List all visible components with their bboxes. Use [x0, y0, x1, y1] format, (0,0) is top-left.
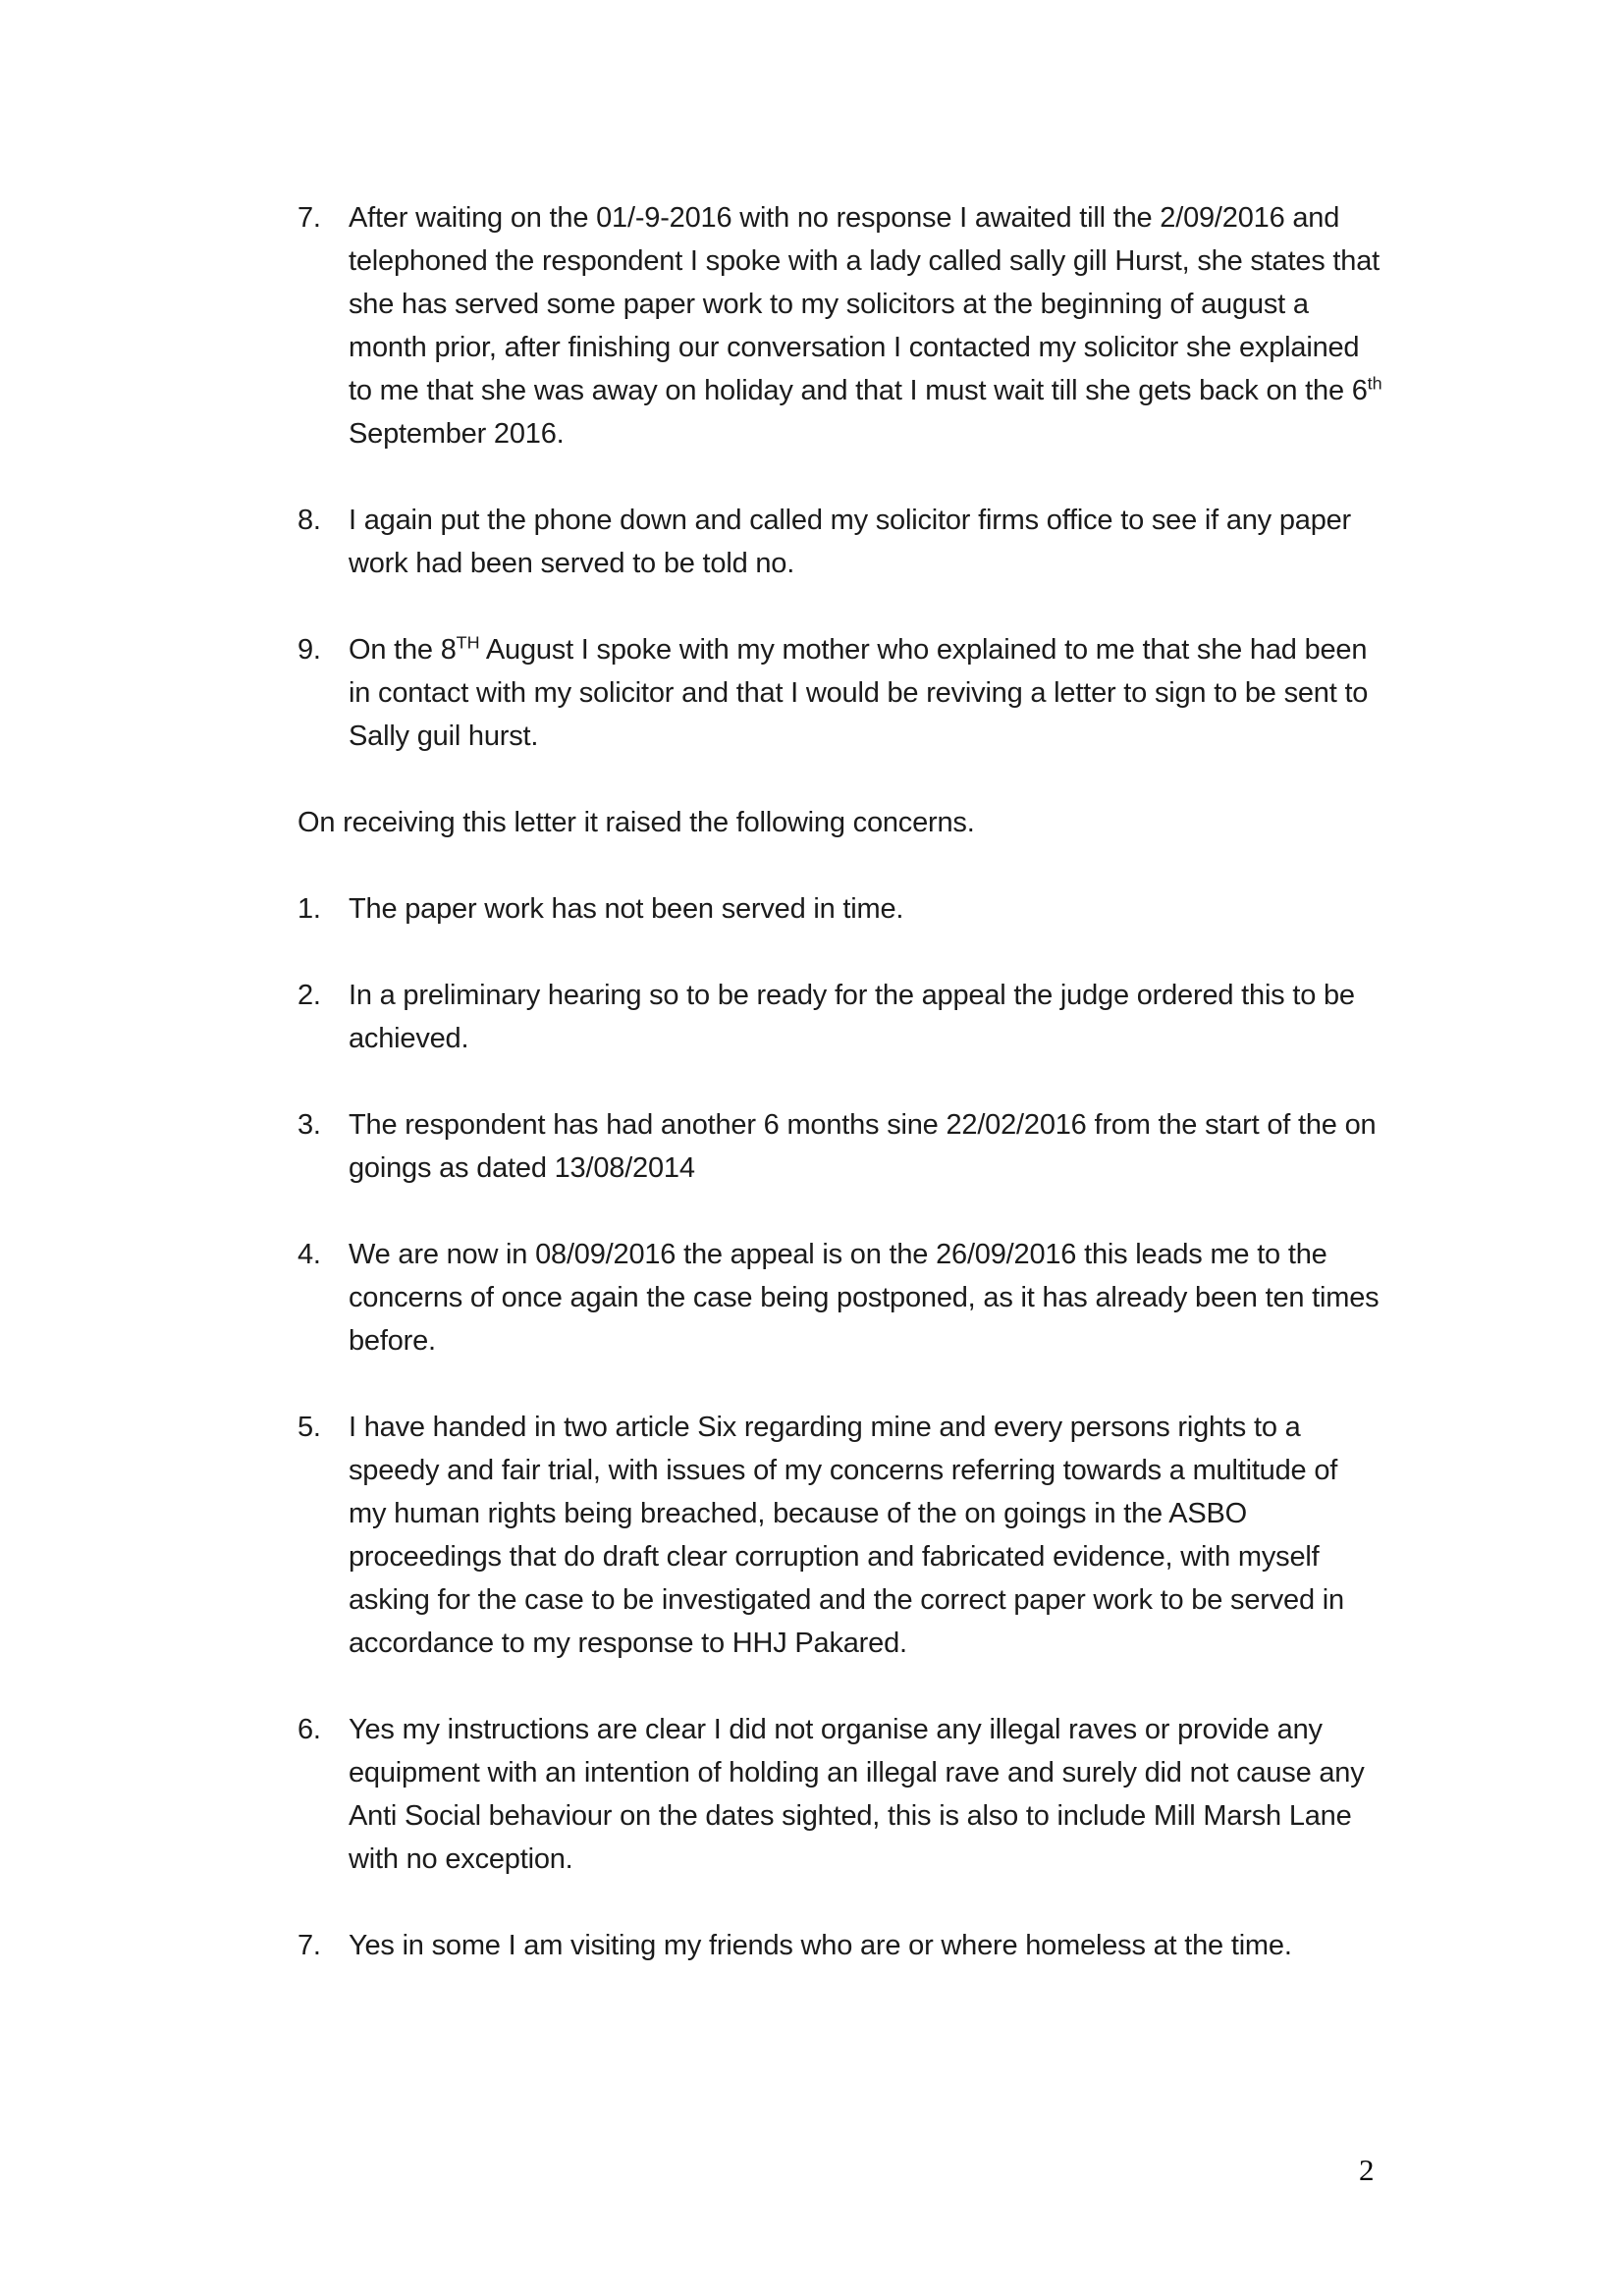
item-number: 9. — [298, 634, 321, 666]
item-number: 8. — [298, 505, 321, 536]
item-text-segment: The paper work has not been served in time. — [349, 893, 904, 925]
item-text-segment: I again put the phone down and called my solicitor firms office to see if any paper work had been served to be told no. — [349, 505, 1352, 579]
item-text — [349, 1233, 1382, 1362]
item-text — [349, 974, 1382, 1060]
item-text-segment: The respondent has had another 6 months sine 22/02/2016 from the start of the on goings as dated 13/08/2014 — [349, 1109, 1377, 1184]
item-text-segment: On the 8 — [349, 634, 457, 666]
concern-item-2 — [298, 974, 1382, 1060]
item-text-segment: September 2016. — [349, 418, 565, 450]
concern-item-3 — [298, 1103, 1382, 1190]
item-text-segment: Yes my instructions are clear I did not organise any illegal raves or provide any equipment with an intention of holding an illegal rave and surely did not cause any Anti Social behaviour on the dates sighted, this is also to include Mill Marsh Lane with no exception. — [349, 1714, 1365, 1875]
statement-body — [298, 196, 1382, 2010]
page-number: 2 — [1359, 2153, 1375, 2187]
statement-item-9 — [298, 628, 1382, 758]
item-text — [349, 628, 1382, 758]
item-number: 6. — [298, 1714, 321, 1745]
item-text-segment: Yes in some I am visiting my friends who are or where homeless at the time. — [349, 1930, 1292, 1961]
item-text-segment: After waiting on the 01/-9-2016 with no response I awaited till the 2/09/2016 and telephoned the respondent I spoke with a lady called sally gill Hurst, she states that she has served some paper work to my solicitors at the beginning of august a month prior, after finishing our conversation I contacted my solicitor she explained to me that she was away on holiday and that I must wait till she gets back on the 6 — [349, 202, 1380, 406]
item-text-segment: August I spoke with my mother who explained to me that she had been in contact with my solicitor and that I would be reviving a letter to sign to be sent to Sally guil hurst. — [349, 634, 1369, 752]
item-number: 3. — [298, 1109, 321, 1141]
intro-paragraph: On receiving this letter it raised the following concerns. — [298, 807, 975, 838]
concern-item-4 — [298, 1233, 1382, 1362]
item-text — [349, 1708, 1382, 1881]
ordinal-suffix: TH — [456, 632, 480, 653]
item-text — [349, 499, 1382, 585]
item-text-segment: We are now in 08/09/2016 the appeal is on the 26/09/2016 this leads me to the concerns of once again the case being postponed, as it has already been ten times before. — [349, 1239, 1380, 1357]
item-text — [349, 1103, 1382, 1190]
item-text-segment: I have handed in two article Six regarding mine and every persons rights to a speedy and fair trial, with issues of my concerns referring towards a multitude of my human rights being breached, because of the on goings in the ASBO proceedings that do draft clear corruption and fabricated evidence, with myself asking for the case to be investigated and the correct paper work to be served in accordance to my response to HHJ Pakared. — [349, 1412, 1344, 1659]
concern-item-6 — [298, 1708, 1382, 1881]
item-text — [349, 1406, 1382, 1665]
item-text — [349, 887, 1382, 931]
concern-item-1 — [298, 887, 1382, 931]
item-number: 4. — [298, 1239, 321, 1270]
concern-item-5 — [298, 1406, 1382, 1665]
item-number: 7. — [298, 1930, 321, 1961]
item-number: 5. — [298, 1412, 321, 1443]
item-number: 1. — [298, 893, 321, 925]
item-number: 7. — [298, 202, 321, 234]
concern-item-7 — [298, 1924, 1382, 1967]
item-text — [349, 196, 1382, 455]
item-number: 2. — [298, 980, 321, 1011]
ordinal-suffix: th — [1367, 373, 1382, 394]
statement-item-8 — [298, 499, 1382, 585]
item-text — [349, 1924, 1382, 1967]
statement-item-7 — [298, 196, 1382, 455]
item-text-segment: In a preliminary hearing so to be ready for the appeal the judge ordered this to be achieved. — [349, 980, 1355, 1054]
